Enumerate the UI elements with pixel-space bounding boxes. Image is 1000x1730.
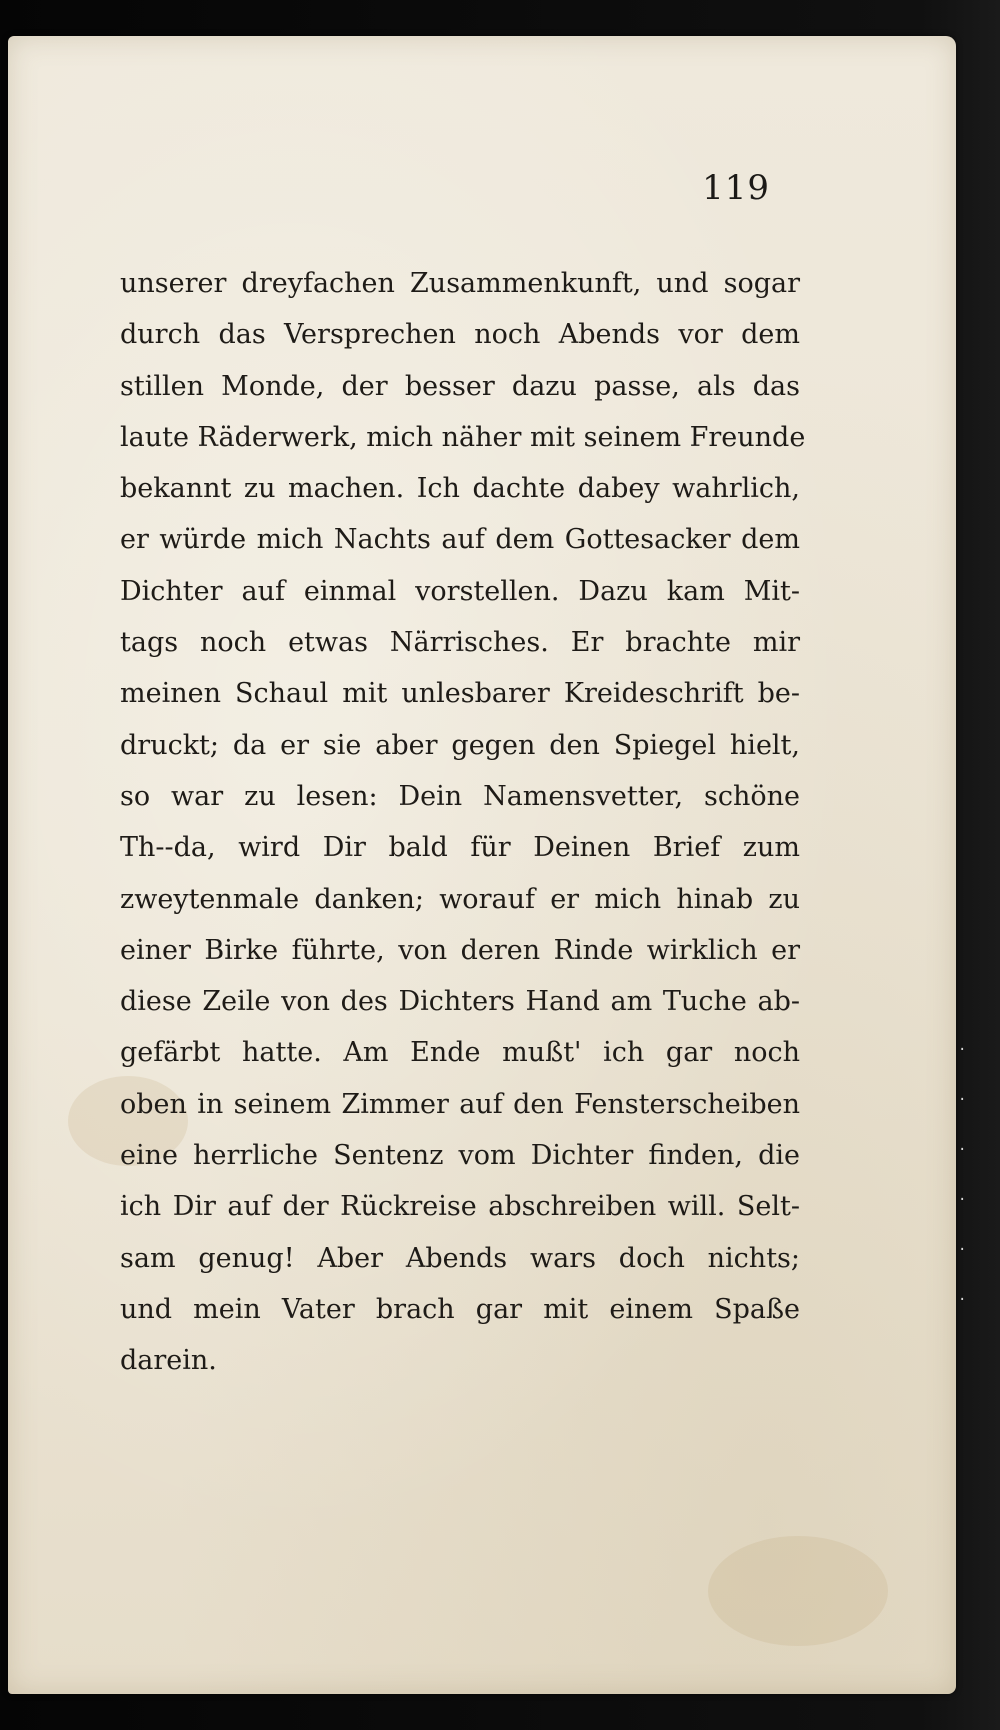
text-line: darein. (120, 1345, 217, 1377)
text-line: tags noch etwas Närrisches. Er brachte mir (120, 627, 800, 659)
text-line: bekannt zu machen. Ich dachte dabey wahrlich, (120, 473, 800, 505)
text-line: ich Dir auf der Rückreise abschreiben will. Selt- (120, 1191, 800, 1223)
scan-edge-artifact: · · · · · · (958, 1042, 971, 1308)
text-line: gefärbt hatte. Am Ende mußt' ich gar noch (120, 1037, 800, 1069)
text-line: und mein Vater brach gar mit einem Spaße (120, 1293, 800, 1325)
body-text (120, 258, 806, 1387)
book-page (8, 36, 956, 1694)
paper-stain (708, 1536, 888, 1646)
text-line: druckt; da er sie aber gegen den Spiegel hielt, (120, 729, 800, 761)
text-line: meinen Schaul mit unlesbarer Kreideschrift be- (120, 678, 800, 710)
text-line: unserer dreyfachen Zusammenkunft, und sogar (120, 268, 800, 299)
text-line: so war zu lesen: Dein Namensvetter, schöne (120, 780, 800, 812)
text-line: sam genug! Aber Abends wars doch nichts; (120, 1242, 800, 1274)
text-line: zweytenmale danken; worauf er mich hinab zu (120, 883, 800, 915)
page-number: 119 (702, 168, 770, 208)
text-line: stillen Monde, der besser dazu passe, als das (120, 370, 800, 402)
text-line: laute Räderwerk, mich näher mit seinem Freunde (120, 421, 806, 453)
text-line: Th--da, wird Dir bald für Deinen Brief zum (120, 832, 800, 864)
text-line: Dichter auf einmal vorstellen. Dazu kam Mit- (120, 575, 800, 607)
text-line: oben in seinem Zimmer auf den Fensterscheiben (120, 1088, 800, 1120)
text-line: einer Birke führte, von deren Rinde wirklich er (120, 934, 800, 966)
text-line: er würde mich Nachts auf dem Gottesacker dem (120, 524, 800, 556)
text-line: eine herrliche Sentenz vom Dichter finden, die (120, 1140, 800, 1172)
text-line: durch das Versprechen noch Abends vor dem (120, 319, 800, 351)
text-line: diese Zeile von des Dichters Hand am Tuche ab- (120, 986, 800, 1018)
